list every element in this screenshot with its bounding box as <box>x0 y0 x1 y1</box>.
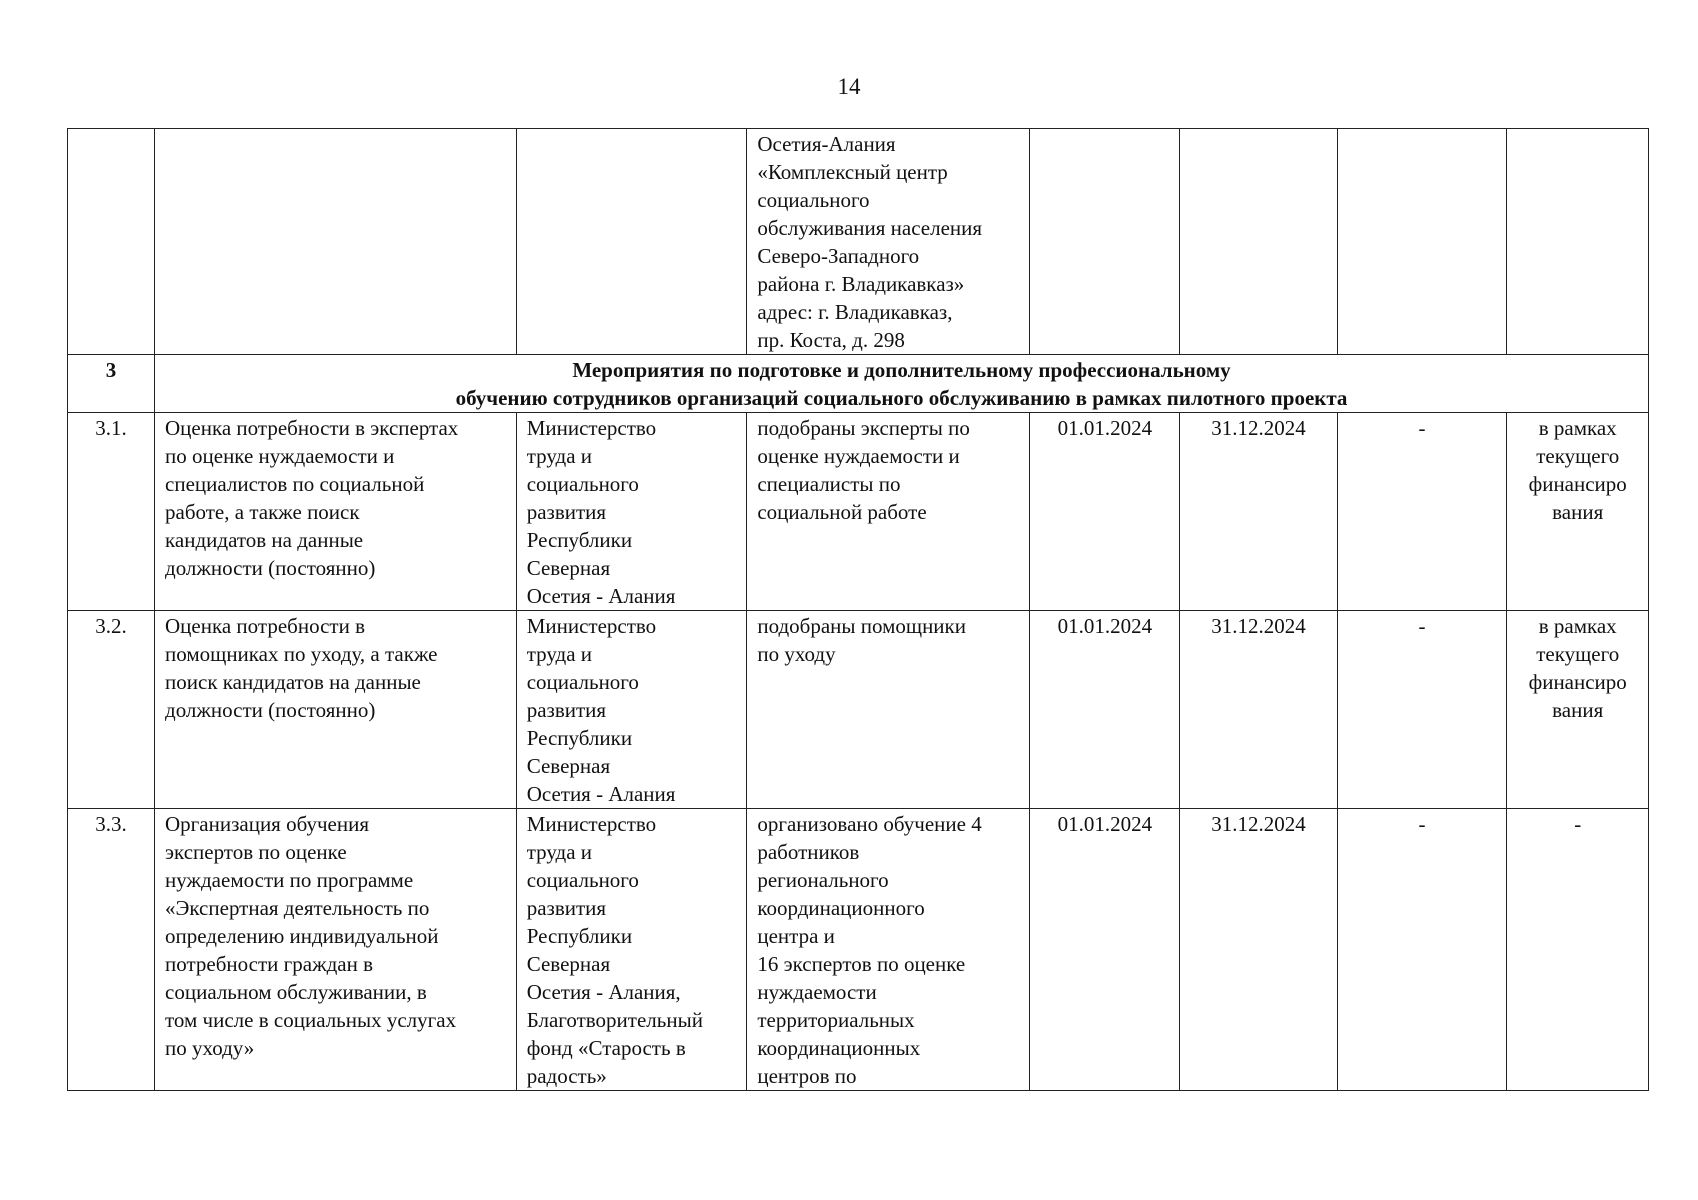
cell-funding: - <box>1507 809 1649 1091</box>
row-number: 3.1. <box>68 413 155 611</box>
continuation-row <box>68 129 1649 355</box>
cell-result: подобраны помощники по уходу <box>747 611 1030 809</box>
cell-activity <box>155 129 517 355</box>
cell-activity: Организация обучения экспертов по оценке нуждаемости по программе «Экспертная деятельность по определению индивидуальной потребности граждан в социальном обслуживании, в том числе в социальных услугах по уходу» <box>155 809 517 1091</box>
table-row <box>68 611 1649 809</box>
cell-activity: Оценка потребности в помощниках по уходу, а также поиск кандидатов на данные должности (постоянно) <box>155 611 517 809</box>
cell-result: подобраны эксперты по оценке нуждаемости и специалисты по социальной работе <box>747 413 1030 611</box>
section-title: Мероприятия по подготовке и дополнительному профессиональному обучению сотрудников организаций социального обслуживанию в рамках пилотного проекта <box>155 355 1649 413</box>
table-row <box>68 413 1649 611</box>
cell-budget <box>1337 129 1507 355</box>
cell-result: организовано обучение 4 работников регионального координационного центра и 16 экспертов по оценке нуждаемости территориальных координационных центров по <box>747 809 1030 1091</box>
cell-start-date: 01.01.2024 <box>1030 611 1180 809</box>
cell-funding: в рамках текущего финансиро вания <box>1507 611 1649 809</box>
cell-funding <box>1507 129 1649 355</box>
cell-end-date: 31.12.2024 <box>1180 413 1337 611</box>
cell-start-date: 01.01.2024 <box>1030 413 1180 611</box>
cell-start-date: 01.01.2024 <box>1030 809 1180 1091</box>
cell-responsible <box>516 129 747 355</box>
section-header-row <box>68 355 1649 413</box>
cell-responsible: Министерство труда и социального развития Республики Северная Осетия - Алания <box>516 611 747 809</box>
cell-budget: - <box>1337 413 1507 611</box>
row-number: 3.3. <box>68 809 155 1091</box>
cell-end-date: 31.12.2024 <box>1180 611 1337 809</box>
cell-start-date <box>1030 129 1180 355</box>
measures-table <box>67 128 1649 1091</box>
cell-activity: Оценка потребности в экспертах по оценке нуждаемости и специалистов по социальной работе, а также поиск кандидатов на данные должности (постоянно) <box>155 413 517 611</box>
cell-budget: - <box>1337 809 1507 1091</box>
cell-responsible: Министерство труда и социального развития Республики Северная Осетия - Алания <box>516 413 747 611</box>
cell-number <box>68 129 155 355</box>
page-number: 14 <box>837 74 861 99</box>
cell-result: Осетия-Алания «Комплексный центр социального обслуживания населения Северо-Западного района г. Владикавказ» адрес: г. Владикавказ, пр. Коста, д. 298 <box>747 129 1030 355</box>
cell-end-date: 31.12.2024 <box>1180 809 1337 1091</box>
cell-end-date <box>1180 129 1337 355</box>
section-number: 3 <box>68 355 155 413</box>
cell-funding: в рамках текущего финансиро вания <box>1507 413 1649 611</box>
row-number: 3.2. <box>68 611 155 809</box>
cell-responsible: Министерство труда и социального развития Республики Северная Осетия - Алания, Благотворительный фонд «Старость в радость» <box>516 809 747 1091</box>
table-row <box>68 809 1649 1091</box>
cell-budget: - <box>1337 611 1507 809</box>
